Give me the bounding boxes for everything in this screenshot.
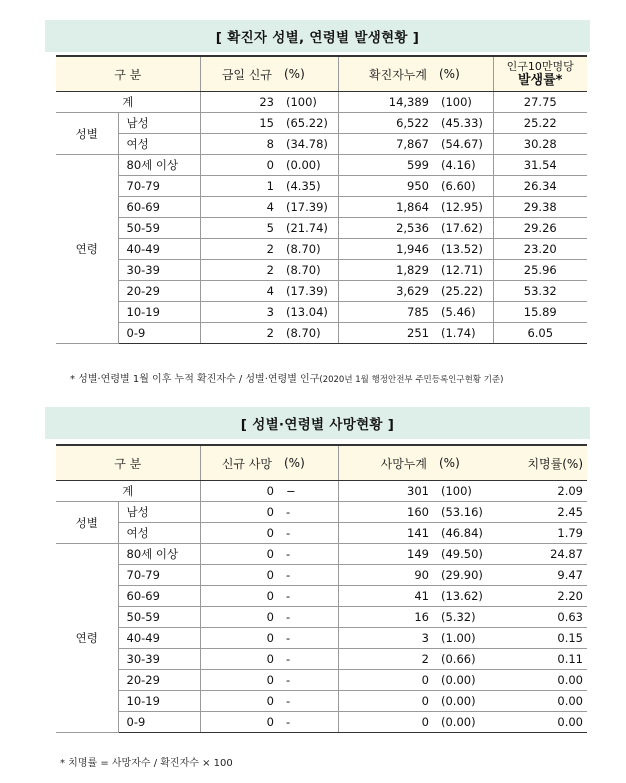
cell-new-pct: - [278, 502, 338, 523]
cell-cum-pct: (13.62) [433, 586, 493, 607]
table-row [56, 260, 587, 281]
cell-rate: 29.26 [493, 218, 587, 239]
cell-new: 4 [200, 281, 278, 302]
cell-new: 0 [200, 649, 278, 670]
row-label: 60-69 [118, 197, 200, 218]
row-label: 10-19 [118, 691, 200, 712]
cell-new-pct: (17.39) [278, 281, 338, 302]
cell-rate: 0.63 [493, 607, 587, 628]
row-label: 여성 [118, 523, 200, 544]
cell-cum: 1,829 [338, 260, 433, 281]
row-label: 70-79 [118, 176, 200, 197]
row-label: 남성 [118, 113, 200, 134]
cell-new: 2 [200, 323, 278, 344]
cell-new-pct: - [278, 565, 338, 586]
cell-cum: 301 [338, 481, 433, 502]
cell-cum: 0 [338, 670, 433, 691]
table-row [56, 481, 587, 502]
cell-rate: 26.34 [493, 176, 587, 197]
row-label: 50-59 [118, 218, 200, 239]
cell-new-pct: - [278, 649, 338, 670]
cell-cum: 149 [338, 544, 433, 565]
table-row [56, 302, 587, 323]
cell-new: 0 [200, 502, 278, 523]
cell-cum-pct: (17.62) [433, 218, 493, 239]
cell-new-pct: (17.39) [278, 197, 338, 218]
cell-new: 3 [200, 302, 278, 323]
cell-cum-pct: (13.52) [433, 239, 493, 260]
table-row [56, 197, 587, 218]
header-cum-pct: (%) [433, 445, 493, 481]
header-new-pct: (%) [278, 445, 338, 481]
cell-new: 0 [200, 691, 278, 712]
header-cumulative: 사망누계 [338, 445, 433, 481]
row-label: 10-19 [118, 302, 200, 323]
row-label: 0-9 [118, 712, 200, 733]
cell-new: 8 [200, 134, 278, 155]
cell-cum: 1,864 [338, 197, 433, 218]
cases-footnote-main: * 성별·연령별 1월 이후 누적 확진자수 / 성별·연령별 인구 [70, 374, 320, 385]
table-row [56, 712, 587, 733]
table-row [56, 523, 587, 544]
cell-cum: 141 [338, 523, 433, 544]
cell-cum-pct: (25.22) [433, 281, 493, 302]
group-age: 연령 [56, 155, 118, 344]
table-row [56, 544, 587, 565]
cell-rate: 6.05 [493, 323, 587, 344]
cell-new: 2 [200, 260, 278, 281]
deaths-title: [ 성별·연령별 사망현황 ] [45, 407, 590, 439]
group-gender: 성별 [56, 502, 118, 544]
cell-rate: 23.20 [493, 239, 587, 260]
table-row [56, 176, 587, 197]
cell-new: 0 [200, 155, 278, 176]
cell-rate: 0.00 [493, 712, 587, 733]
cell-cum-pct: (6.60) [433, 176, 493, 197]
cell-new: 0 [200, 481, 278, 502]
cell-cum: 3,629 [338, 281, 433, 302]
row-label: 40-49 [118, 239, 200, 260]
cell-cum-pct: (1.74) [433, 323, 493, 344]
cell-rate: 1.79 [493, 523, 587, 544]
cell-cum-pct: (5.32) [433, 607, 493, 628]
cell-new: 0 [200, 586, 278, 607]
row-label: 50-59 [118, 607, 200, 628]
cell-new-pct: - [278, 607, 338, 628]
cases-footnote [70, 370, 503, 385]
cell-new: 5 [200, 218, 278, 239]
table-row [56, 565, 587, 586]
table-row [56, 218, 587, 239]
deaths-header-row [56, 445, 587, 481]
header-cumulative: 확진자누계 [338, 56, 433, 92]
header-new: 신규 사망 [200, 445, 278, 481]
cell-cum-pct: (53.16) [433, 502, 493, 523]
cell-new: 15 [200, 113, 278, 134]
cell-new: 0 [200, 712, 278, 733]
cell-new-pct: - [278, 691, 338, 712]
header-new: 금일 신규 [200, 56, 278, 92]
cell-new: 0 [200, 670, 278, 691]
cell-cum: 3 [338, 628, 433, 649]
cell-cum: 950 [338, 176, 433, 197]
header-category: 구 분 [56, 56, 200, 92]
cell-new-pct: - [278, 523, 338, 544]
table-row [56, 691, 587, 712]
cell-new-pct: - [278, 670, 338, 691]
cell-cum-pct: (54.67) [433, 134, 493, 155]
cell-cum-pct: (0.00) [433, 670, 493, 691]
row-label: 여성 [118, 134, 200, 155]
cell-cum-pct: (100) [433, 92, 493, 113]
deaths-table [56, 444, 587, 733]
cell-cum-pct: (0.00) [433, 712, 493, 733]
cell-new: 2 [200, 239, 278, 260]
row-label: 30-39 [118, 649, 200, 670]
cell-cum: 90 [338, 565, 433, 586]
cell-rate: 15.89 [493, 302, 587, 323]
cell-cum: 2 [338, 649, 433, 670]
header-rate-line1: 인구10만명당 [506, 60, 574, 73]
deaths-footnote: * 치명률 = 사망자수 / 확진자수 × 100 [60, 758, 233, 769]
cases-header-row [56, 56, 587, 92]
cell-rate: 25.96 [493, 260, 587, 281]
cell-cum-pct: (100) [433, 481, 493, 502]
cell-rate: 27.75 [493, 92, 587, 113]
cell-cum: 160 [338, 502, 433, 523]
header-rate [493, 56, 587, 92]
group-gender: 성별 [56, 113, 118, 155]
cell-new-pct: - [278, 586, 338, 607]
row-label: 20-29 [118, 281, 200, 302]
header-new-pct: (%) [278, 56, 338, 92]
header-category: 구 분 [56, 445, 200, 481]
row-label: 70-79 [118, 565, 200, 586]
cell-new-pct: (65.22) [278, 113, 338, 134]
cell-cum-pct: (12.95) [433, 197, 493, 218]
cell-cum-pct: (45.33) [433, 113, 493, 134]
row-label: 20-29 [118, 670, 200, 691]
cell-cum: 6,522 [338, 113, 433, 134]
cell-new-pct: (13.04) [278, 302, 338, 323]
cell-rate: 53.32 [493, 281, 587, 302]
cell-new: 0 [200, 544, 278, 565]
cell-cum-pct: (0.66) [433, 649, 493, 670]
cell-cum: 16 [338, 607, 433, 628]
cell-cum: 785 [338, 302, 433, 323]
cell-rate: 2.09 [493, 481, 587, 502]
table-row [56, 670, 587, 691]
row-label: 계 [56, 92, 200, 113]
table-row [56, 649, 587, 670]
table-row [56, 281, 587, 302]
cell-cum-pct: (29.90) [433, 565, 493, 586]
cell-cum-pct: (5.46) [433, 302, 493, 323]
cell-cum-pct: (1.00) [433, 628, 493, 649]
cell-cum: 0 [338, 691, 433, 712]
table-row [56, 607, 587, 628]
table-row [56, 628, 587, 649]
cell-rate: 2.45 [493, 502, 587, 523]
cell-rate: 0.11 [493, 649, 587, 670]
cell-new-pct: (8.70) [278, 260, 338, 281]
cell-cum: 2,536 [338, 218, 433, 239]
cell-rate: 0.00 [493, 691, 587, 712]
cell-new-pct: - [278, 712, 338, 733]
header-rate: 치명률(%) [493, 445, 587, 481]
row-label: 30-39 [118, 260, 200, 281]
cell-rate: 9.47 [493, 565, 587, 586]
cases-footnote-source: (2020년 1월 행정안전부 주민등록인구현황 기준) [319, 375, 504, 385]
group-age: 연령 [56, 544, 118, 733]
cell-rate: 29.38 [493, 197, 587, 218]
cell-rate: 31.54 [493, 155, 587, 176]
cell-new-pct: (34.78) [278, 134, 338, 155]
cell-new-pct: (21.74) [278, 218, 338, 239]
table-row [56, 92, 587, 113]
cell-new: 1 [200, 176, 278, 197]
cell-new-pct: (8.70) [278, 323, 338, 344]
table-row [56, 239, 587, 260]
cell-rate: 30.28 [493, 134, 587, 155]
table-row [56, 155, 587, 176]
row-label: 80세 이상 [118, 155, 200, 176]
cell-cum-pct: (4.16) [433, 155, 493, 176]
cell-rate: 0.15 [493, 628, 587, 649]
row-label: 40-49 [118, 628, 200, 649]
cell-cum-pct: (0.00) [433, 691, 493, 712]
cell-new-pct: (8.70) [278, 239, 338, 260]
cell-new-pct: - [278, 544, 338, 565]
cell-new: 4 [200, 197, 278, 218]
cell-new: 23 [200, 92, 278, 113]
cell-new: 0 [200, 628, 278, 649]
row-label: 0-9 [118, 323, 200, 344]
cell-new-pct: (100) [278, 92, 338, 113]
row-label: 60-69 [118, 586, 200, 607]
header-cum-pct: (%) [433, 56, 493, 92]
cell-cum: 7,867 [338, 134, 433, 155]
cell-new-pct: − [278, 481, 338, 502]
cell-new-pct: (4.35) [278, 176, 338, 197]
row-label: 남성 [118, 502, 200, 523]
cases-title: [ 확진자 성별, 연령별 발생현황 ] [45, 20, 590, 52]
table-row [56, 586, 587, 607]
cell-cum: 0 [338, 712, 433, 733]
cell-rate: 25.22 [493, 113, 587, 134]
table-row [56, 323, 587, 344]
cell-cum: 14,389 [338, 92, 433, 113]
cell-cum: 1,946 [338, 239, 433, 260]
cell-cum: 599 [338, 155, 433, 176]
table-row [56, 113, 587, 134]
cell-new: 0 [200, 565, 278, 586]
cell-new: 0 [200, 607, 278, 628]
cell-new: 0 [200, 523, 278, 544]
cell-new-pct: - [278, 628, 338, 649]
row-label: 계 [56, 481, 200, 502]
cell-cum: 251 [338, 323, 433, 344]
header-rate-line2: 발생률* [518, 73, 563, 88]
cell-new-pct: (0.00) [278, 155, 338, 176]
cell-cum-pct: (49.50) [433, 544, 493, 565]
table-row [56, 502, 587, 523]
cell-rate: 2.20 [493, 586, 587, 607]
row-label: 80세 이상 [118, 544, 200, 565]
table-row [56, 134, 587, 155]
cell-cum-pct: (46.84) [433, 523, 493, 544]
cell-cum-pct: (12.71) [433, 260, 493, 281]
cell-cum: 41 [338, 586, 433, 607]
cell-rate: 24.87 [493, 544, 587, 565]
cases-table [56, 55, 587, 344]
cell-rate: 0.00 [493, 670, 587, 691]
